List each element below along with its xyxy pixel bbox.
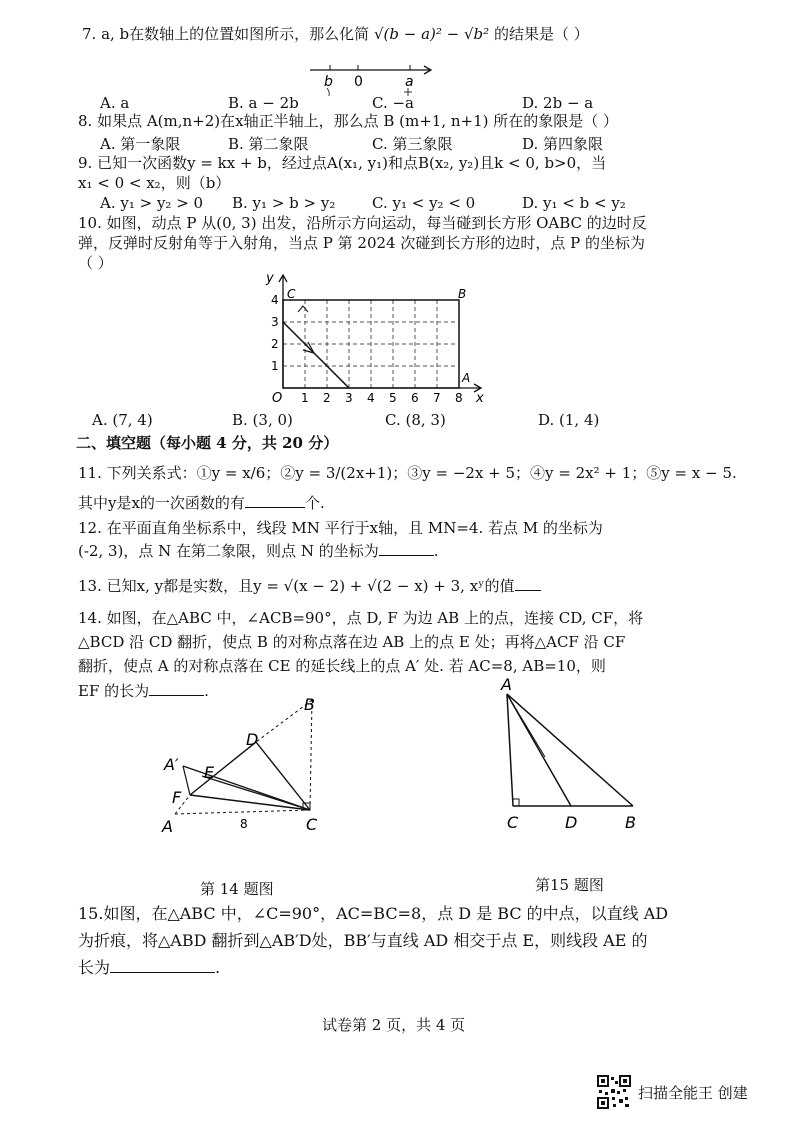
q10-x-tick: 1 [301,391,309,405]
q14-line3: 翻折，使点 A 的对称点落在 CE 的延长线上的点 A′ 处. 若 AC=8, AB=10，则 [78,657,606,675]
q14-label-b: B [304,695,315,714]
q13-line: 13. 已知x, y都是实数，且y = √(x − 2) + √(2 − x) + 3, xʸ的值 [78,575,541,597]
qr-code-icon [597,1075,631,1109]
q10-point-c: C [287,287,296,301]
q7-number-line [300,58,440,98]
q13-answer-blank[interactable] [515,576,541,591]
q10-x-tick: 3 [345,391,353,405]
q7-option-b[interactable]: B. a − 2b [228,94,299,112]
q7-option-c[interactable]: C. −a [372,94,414,112]
q9-option-a[interactable]: A. y₁ > y₂ > 0 [100,194,204,212]
q10-point-b: B [458,287,467,301]
q8-option-c[interactable]: C. 第三象限 [372,135,453,153]
q10-y-tick: 3 [271,315,279,329]
q10-option-c[interactable]: C. (8, 3) [385,411,446,429]
q14-label-c: C [306,815,318,834]
q11-answer-blank[interactable] [245,493,305,508]
q8-option-a[interactable]: A. 第一象限 [100,135,181,153]
q14-line1: 14. 如图，在△ABC 中，∠ACB=90°，点 D, F 为边 AB 上的点，连接 CD, CF，将 [78,609,644,627]
q11-line2: 其中y是x的一次函数的有 个. [78,494,325,512]
q14-line4: EF 的长为 . [78,682,209,700]
q10-x-tick: 5 [389,391,397,405]
q10-point-a: A [462,371,471,385]
section-title: 二、填空题（每小题 4 分，共 20 分） [76,434,339,452]
q10-x-tick: 4 [367,391,375,405]
q10-graph [258,268,488,408]
q10-x-tick: 6 [411,391,419,405]
q15-label-b: B [625,813,636,832]
q9-option-b[interactable]: B. y₁ > b > y₂ [232,194,336,212]
q10-y-tick: 4 [271,293,279,307]
q14-label-e: E [204,763,215,782]
q9-stem-line2: x₁ < 0 < x₂，则（b） [78,174,231,192]
q10-y-tick: 1 [271,359,279,373]
q15-line3: 长为 . [78,958,221,977]
q12-line1: 12. 在平面直角坐标系中，线段 MN 平行于x轴，且 MN=4. 若点 M 的坐标为 [78,519,603,537]
q10-option-a[interactable]: A. (7, 4) [92,411,153,429]
q14-line2: △BCD 沿 CD 翻折，使点 B 的对称点落在边 AB 上的点 E 处；再将△ACF 沿 CF [78,633,626,651]
q12-answer-blank[interactable] [379,541,434,556]
q9-option-c[interactable]: C. y₁ < y₂ < 0 [372,194,476,212]
q7-label-b: b [324,74,333,90]
q14-label-8: 8 [240,817,248,831]
q7-label-0: 0 [354,74,363,90]
q10-origin-label: O [272,391,283,406]
q10-line1: 10. 如图，动点 P 从(0, 3) 出发，沿所示方向运动，每当碰到长方形 OABC 的边时反 [78,214,647,232]
q8-option-d[interactable]: D. 第四象限 [522,135,604,153]
q10-x-tick: 7 [433,391,441,405]
q10-y-label: y [266,271,274,286]
q14-label-a: A [162,817,173,836]
q9-stem-line1: 9. 已知一次函数y = kx + b，经过点A(x₁, y₁)和点B(x₂, y₂)且k < 0, b>0，当 [78,154,607,172]
q15-figure [495,672,645,834]
q7-expression: √(b − a)² − √b² [373,25,490,43]
q10-line2: 弹，反弹时反射角等于入射角，当点 P 第 2024 次碰到长方形的边时，点 P 的坐标为 [78,234,645,252]
q7-option-a[interactable]: A. a [100,94,130,112]
q10-option-b[interactable]: B. (3, 0) [232,411,293,429]
q14-label-f: F [172,788,182,807]
q14-caption: 第 14 题图 [200,880,274,898]
q14-figure [160,690,340,840]
q15-caption: 第15 题图 [535,876,604,894]
q8-stem: 8. 如果点 A(m,n+2)在x轴正半轴上，那么点 B (m+1, n+1) 所在的象限是（ ） [78,112,619,130]
q12-line2: (-2, 3)，点 N 在第二象限，则点 N 的坐标为 . [78,542,439,560]
scanner-watermark: 扫描全能王 创建 [638,1084,748,1102]
q14-label-d: D [246,730,259,749]
q9-option-d[interactable]: D. y₁ < b < y₂ [522,194,626,212]
q8-option-b[interactable]: B. 第二象限 [228,135,309,153]
q15-line2: 为折痕，将△ABD 翻折到△AB′D处，BB′与直线 AD 相交于点 E，则线段 AE 的 [78,931,648,950]
q15-answer-blank[interactable] [110,958,215,973]
q15-label-d: D [565,813,578,832]
q10-x-tick: 8 [455,391,463,405]
q7-option-d[interactable]: D. 2b − a [522,94,594,112]
page-footer: 试卷第 2 页，共 4 页 [322,1016,466,1034]
q10-x-tick: 2 [323,391,331,405]
q10-x-label: x [476,391,484,406]
q10-option-d[interactable]: D. (1, 4) [538,411,600,429]
q7-stem: 7. a, b在数轴上的位置如图所示，那么化简 √(b − a)² − √b² 的结果是（ ） [82,25,589,43]
q11-line1: 11. 下列关系式：①y = x/6；②y = 3/(2x+1)；③y = −2x + 5；④y = 2x² + 1；⑤y = x − 5. [78,464,737,482]
q15-label-c: C [507,813,519,832]
q14-label-a-prime: A′ [164,755,179,774]
q7-label-a: a [405,74,414,90]
q10-line3: （ ） [78,254,113,272]
q15-label-a: A [501,675,512,694]
q10-y-tick: 2 [271,337,279,351]
q15-line1: 15.如图，在△ABC 中，∠C=90°，AC=BC=8，点 D 是 BC 的中点，以直线 AD [78,904,669,923]
